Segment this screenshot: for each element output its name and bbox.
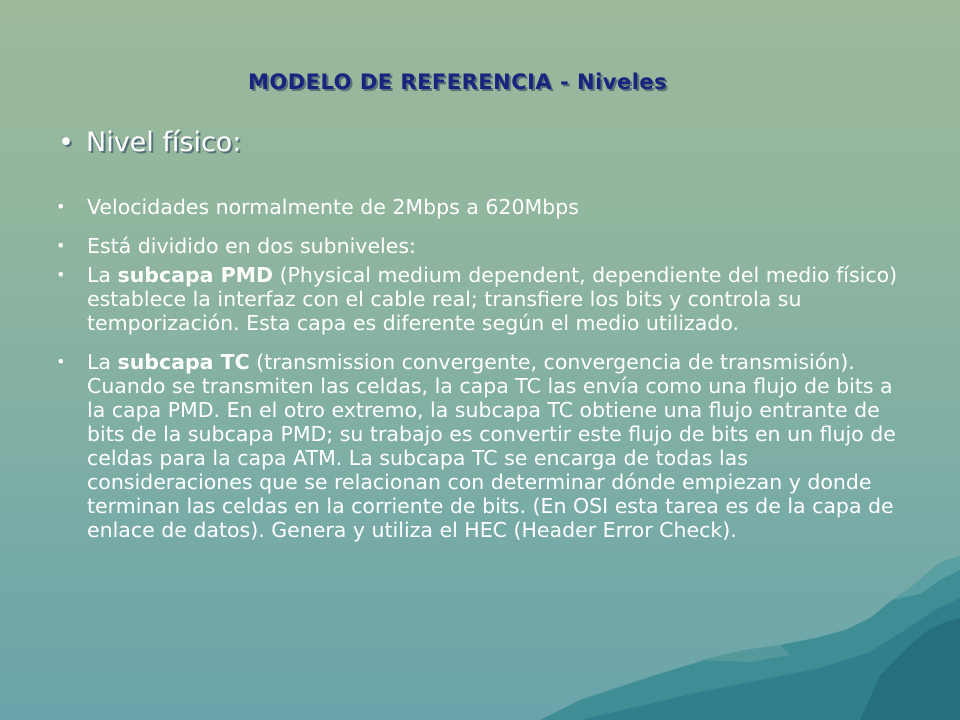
- bullet-item: [56, 263, 916, 335]
- bullet-item: [56, 350, 916, 542]
- bullet-text: Está dividido en dos subniveles:: [87, 234, 416, 258]
- bullet-dot: •: [58, 127, 74, 158]
- bullet-item: [56, 234, 916, 258]
- bullet-dot: •: [56, 236, 66, 255]
- section-heading: [58, 127, 241, 158]
- bullet-dot: •: [56, 197, 66, 216]
- bullet-dot: •: [56, 352, 66, 371]
- bullet-text: (Physical medium dependent, dependiente del medio físico) establece la interfaz con el cable real; transfiere los bits y controla su temporización. Esta capa es diferente según el medio utilizado.: [87, 263, 898, 335]
- bullet-text: (transmission convergente, convergencia de transmisión). Cuando se transmiten las celdas, la capa TC las envía como una flujo de bits a la capa PMD. En el otro extremo, la subcapa TC obtiene una flujo entrante de bits de la subcapa PMD; su trabajo es convertir este flujo de bits en un flujo de celdas para la capa ATM. La subcapa TC se encarga de todas las consideraciones que se relacionan con determinar dónde empiezan y donde terminan las celdas en la corriente de bits. (En OSI esta tarea es de la capa de enlace de datos). Genera y utiliza el HEC (Header Error Check).: [87, 350, 896, 542]
- bullet-list: [56, 195, 916, 547]
- bullet-text: La: [87, 263, 118, 287]
- bullet-dot: •: [56, 265, 66, 284]
- bullet-bold-term: subcapa PMD: [117, 263, 274, 287]
- bullet-text: Velocidades normalmente de 2Mbps a 620Mbps: [87, 195, 579, 219]
- bullet-text: La: [87, 350, 118, 374]
- bullet-bold-term: subcapa TC: [117, 350, 250, 374]
- section-heading-text: Nivel físico:: [86, 127, 242, 158]
- slide-title: MODELO DE REFERENCIA - Niveles: [248, 70, 668, 94]
- bullet-item: [56, 195, 916, 219]
